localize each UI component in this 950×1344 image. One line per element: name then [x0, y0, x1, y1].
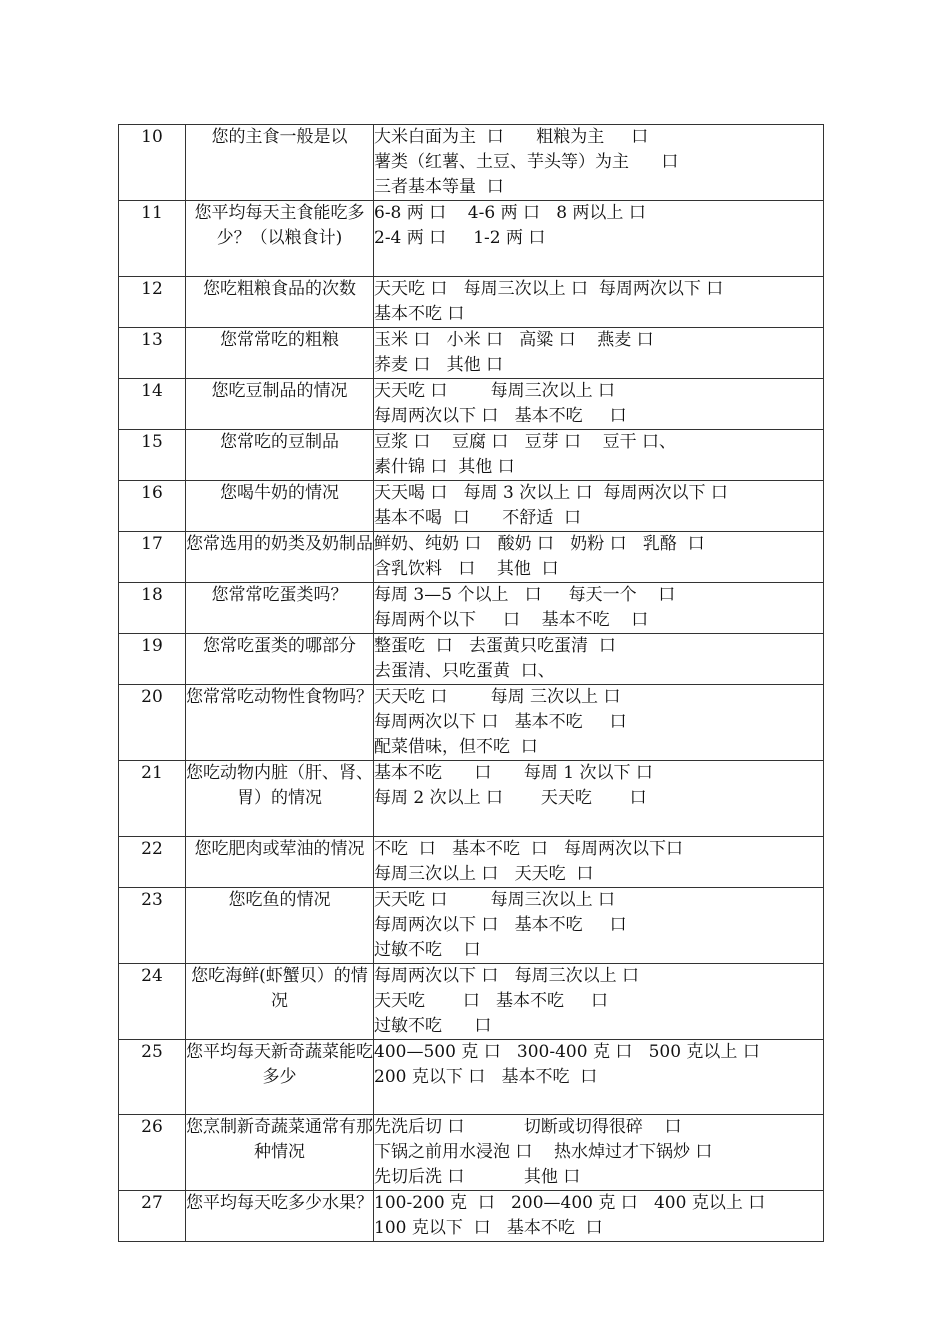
option-line: 每周 2 次以上 口 天天吃 口: [374, 788, 647, 808]
answer-options: [374, 837, 824, 888]
table-row: [119, 964, 824, 1040]
option-line: 每周两次以下 口 基本不吃 口: [374, 915, 627, 935]
question-text: 您常吃的豆制品: [186, 430, 374, 481]
question-text: 您常常吃蛋类吗？: [186, 583, 374, 634]
table-row: [119, 532, 824, 583]
question-number: 23: [119, 888, 186, 964]
option-line: 先切后洗 口 其他 口: [374, 1167, 581, 1187]
option-line: 荞麦 口 其他 口: [374, 355, 504, 375]
answer-options: [374, 888, 824, 964]
answer-options: [374, 583, 824, 634]
option-line: 200 克以下 口 基本不吃 口: [374, 1067, 598, 1087]
question-number: 13: [119, 328, 186, 379]
answer-options: [374, 685, 824, 761]
question-text: 您的主食一般是以: [186, 125, 374, 201]
question-text: 您烹制新奇蔬菜通常有那种情况: [186, 1115, 374, 1191]
question-text: 您常常吃动物性食物吗？: [186, 685, 374, 761]
option-line: 每周两次以下 口 基本不吃 口: [374, 406, 627, 426]
question-number: 18: [119, 583, 186, 634]
question-text: 您常吃蛋类的哪部分: [186, 634, 374, 685]
question-number: 10: [119, 125, 186, 201]
table-row: [119, 481, 824, 532]
table-row: [119, 201, 824, 277]
table-row: [119, 634, 824, 685]
table-row: [119, 379, 824, 430]
option-line: 基本不吃 口: [374, 304, 465, 324]
question-number: 22: [119, 837, 186, 888]
question-number: 12: [119, 277, 186, 328]
question-number: 26: [119, 1115, 186, 1191]
answer-options: [374, 634, 824, 685]
option-line: 整蛋吃 口 去蛋黄只吃蛋清 口: [374, 636, 616, 656]
table-row: [119, 761, 824, 837]
table-row: [119, 1115, 824, 1191]
question-text: 您吃海鲜(虾蟹贝）的情况: [186, 964, 374, 1040]
option-line: 鲜奶、纯奶 口 酸奶 口 奶粉 口 乳酪 口: [374, 534, 705, 554]
answer-options: [374, 1191, 824, 1242]
option-line: 天天吃 口 每周 三次以上 口: [374, 687, 621, 707]
question-text: 您吃豆制品的情况: [186, 379, 374, 430]
question-number: 16: [119, 481, 186, 532]
question-text: 您常选用的奶类及奶制品: [186, 532, 374, 583]
answer-options: [374, 1040, 824, 1115]
survey-table: [118, 124, 824, 1242]
answer-options: [374, 1115, 824, 1191]
question-text: 您吃肥肉或荤油的情况: [186, 837, 374, 888]
option-line: 天天吃 口 每周三次以上 口: [374, 381, 616, 401]
option-line: 天天喝 口 每周 3 次以上 口 每周两次以下 口: [374, 483, 728, 503]
option-line: 过敏不吃 口: [374, 1016, 492, 1036]
table-row: [119, 328, 824, 379]
option-line: 不吃 口 基本不吃 口 每周两次以下口: [374, 839, 684, 859]
answer-options: [374, 430, 824, 481]
answer-options: [374, 379, 824, 430]
table-row: [119, 837, 824, 888]
option-line: 天天吃 口 每周三次以上 口 每周两次以下 口: [374, 279, 724, 299]
option-line: 玉米 口 小米 口 高粱 口 燕麦 口: [374, 330, 654, 350]
option-line: 大米白面为主 口 粗粮为主 口: [374, 127, 649, 147]
question-text: 您常常吃的粗粮: [186, 328, 374, 379]
question-number: 17: [119, 532, 186, 583]
question-text: 您吃动物内脏（肝、肾、胃）的情况: [186, 761, 374, 837]
question-number: 14: [119, 379, 186, 430]
option-line: 100 克以下 口 基本不吃 口: [374, 1218, 603, 1238]
question-text: 您喝牛奶的情况: [186, 481, 374, 532]
table-row: [119, 1040, 824, 1115]
option-line: 2-4 两 口 1-2 两 口: [374, 228, 546, 248]
option-line: 每周两次以下 口 每周三次以上 口: [374, 966, 640, 986]
answer-options: [374, 328, 824, 379]
question-text: 您平均每天新奇蔬菜能吃多少: [186, 1040, 374, 1115]
question-number: 24: [119, 964, 186, 1040]
survey-body: [119, 125, 824, 1242]
option-line: 素什锦 口 其他 口: [374, 457, 515, 477]
question-text: 您平均每天主食能吃多少？（以粮食计): [186, 201, 374, 277]
answer-options: [374, 201, 824, 277]
option-line: 每周两个以下 口 基本不吃 口: [374, 610, 649, 630]
option-line: 6-8 两 口 4-6 两 口 8 两以上 口: [374, 203, 646, 223]
option-line: 下锅之前用水浸泡 口 热水焯过才下锅炒 口: [374, 1142, 713, 1162]
question-number: 15: [119, 430, 186, 481]
option-line: 400—500 克 口 300-400 克 口 500 克以上 口: [374, 1042, 760, 1062]
option-line: 基本不喝 口 不舒适 口: [374, 508, 582, 528]
option-line: 每周三次以上 口 天天吃 口: [374, 864, 594, 884]
answer-options: [374, 761, 824, 837]
table-row: [119, 430, 824, 481]
option-line: 过敏不吃 口: [374, 940, 481, 960]
option-line: 基本不吃 口 每周 1 次以下 口: [374, 763, 653, 783]
table-row: [119, 583, 824, 634]
option-line: 三者基本等量 口: [374, 177, 504, 197]
question-text: 您平均每天吃多少水果？: [186, 1191, 374, 1242]
question-text: 您吃粗粮食品的次数: [186, 277, 374, 328]
table-row: [119, 888, 824, 964]
answer-options: [374, 964, 824, 1040]
table-row: [119, 1191, 824, 1242]
table-row: [119, 277, 824, 328]
question-number: 25: [119, 1040, 186, 1115]
answer-options: [374, 277, 824, 328]
option-line: 先洗后切 口 切断或切得很碎 口: [374, 1117, 682, 1137]
question-number: 20: [119, 685, 186, 761]
option-line: 去蛋清、只吃蛋黄 口、: [374, 661, 555, 681]
question-number: 19: [119, 634, 186, 685]
option-line: 薯类（红薯、土豆、芋头等）为主 口: [374, 152, 679, 172]
option-line: 天天吃 口 基本不吃 口: [374, 991, 609, 1011]
question-number: 27: [119, 1191, 186, 1242]
option-line: 豆浆 口 豆腐 口 豆芽 口 豆干 口、: [374, 432, 677, 452]
answer-options: [374, 532, 824, 583]
question-text: 您吃鱼的情况: [186, 888, 374, 964]
answer-options: [374, 125, 824, 201]
option-line: 含乳饮料 口 其他 口: [374, 559, 559, 579]
option-line: 配菜借味，但不吃 口: [374, 737, 538, 757]
table-row: [119, 125, 824, 201]
table-row: [119, 685, 824, 761]
option-line: 天天吃 口 每周三次以上 口: [374, 890, 616, 910]
answer-options: [374, 481, 824, 532]
option-line: 100-200 克 口 200—400 克 口 400 克以上 口: [374, 1193, 766, 1213]
question-number: 11: [119, 201, 186, 277]
option-line: 每周 3—5 个以上 口 每天一个 口: [374, 585, 676, 605]
option-line: 每周两次以下 口 基本不吃 口: [374, 712, 627, 732]
question-number: 21: [119, 761, 186, 837]
